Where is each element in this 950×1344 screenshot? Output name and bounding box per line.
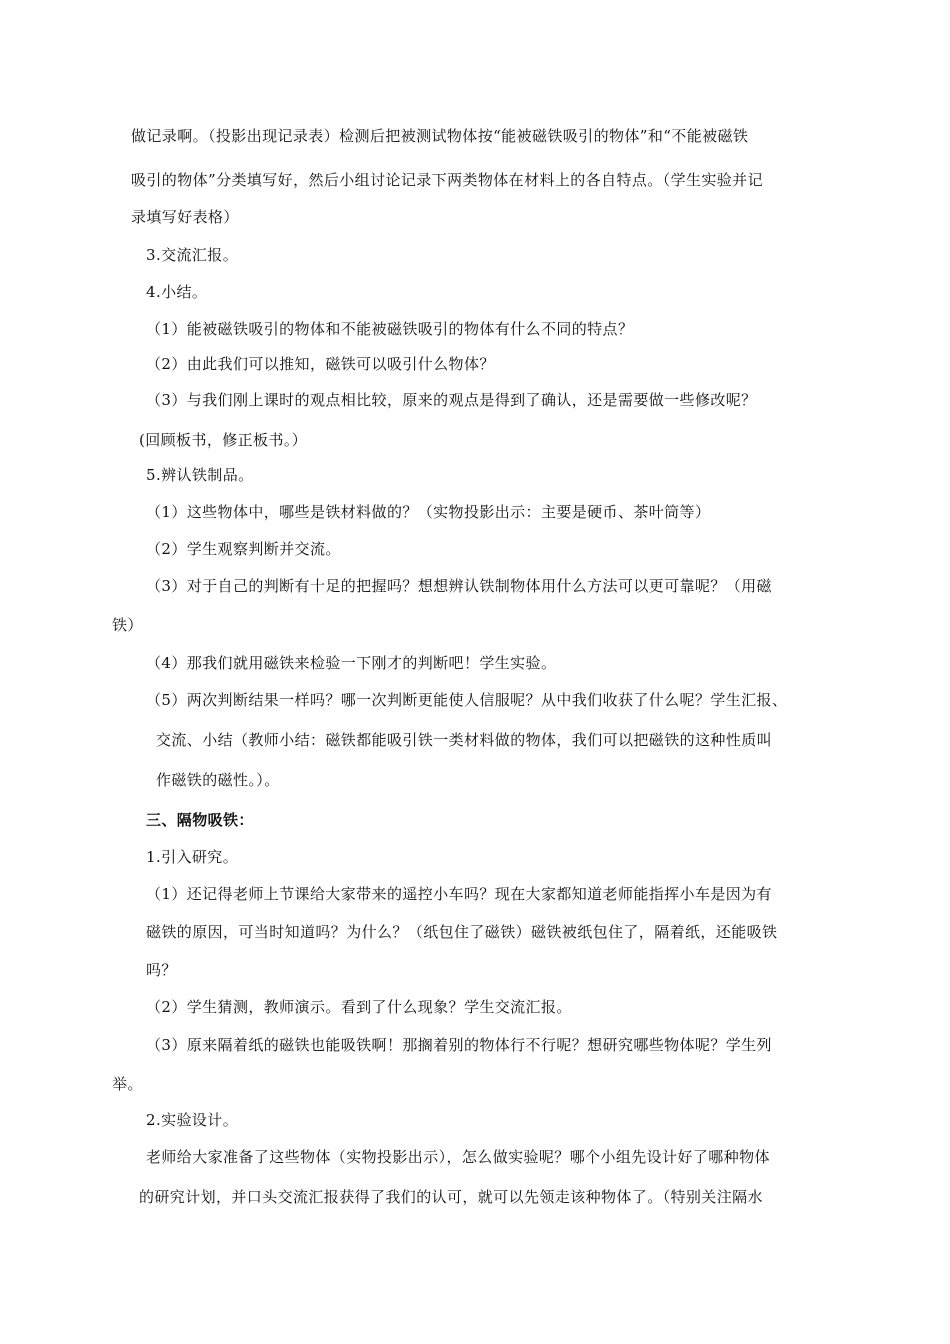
paragraph-line: 磁铁的原因，可当时知道吗？为什么？（纸包住了磁铁）磁铁被纸包住了，隔着纸，还能吸铁 <box>146 923 778 941</box>
paragraph-line: 吸引的物体”分类填写好，然后小组讨论记录下两类物体在材料上的各自特点。（学生实验并记 <box>131 171 763 189</box>
paragraph-line: （1）能被磁铁吸引的物体和不能被磁铁吸引的物体有什么不同的特点？ <box>146 320 634 338</box>
section-heading: 三、隔物吸铁： <box>146 811 254 829</box>
paragraph-line: 的研究计划，并口头交流汇报获得了我们的认可，就可以先领走该种物体了。（特别关注隔水 <box>139 1188 763 1206</box>
paragraph-line: （3）与我们刚上课时的观点相比较，原来的观点是得到了确认，还是需要做一些修改呢？ <box>146 391 757 409</box>
paragraph-line: （4）那我们就用磁铁来检验一下刚才的判断吧！学生实验。 <box>146 654 557 672</box>
paragraph-line: 老师给大家准备了这些物体（实物投影出示），怎么做实验呢？哪个小组先设计好了哪种物体 <box>146 1148 770 1166</box>
paragraph-line: （2）由此我们可以推知，磁铁可以吸引什么物体？ <box>146 355 495 373</box>
paragraph-line: 交流、小结（教师小结：磁铁都能吸引铁一类材料做的物体，我们可以把磁铁的这种性质叫 <box>156 731 773 749</box>
paragraph-line: （5）两次判断结果一样吗？哪一次判断更能使人信服呢？从中我们收获了什么呢？学生汇报、 <box>146 691 788 709</box>
paragraph-line: 作磁铁的磁性。）。 <box>156 771 280 789</box>
paragraph-line: 举。 <box>112 1075 143 1093</box>
paragraph-line: （2）学生观察判断并交流。 <box>146 540 341 558</box>
paragraph-line: 做记录啊。（投影出现记录表）检测后把被测试物体按“能被磁铁吸引的物体”和“不能被磁铁 <box>131 127 749 145</box>
list-item-heading: 1.引入研究。 <box>146 848 239 866</box>
list-item-heading: 3.交流汇报。 <box>146 246 239 264</box>
list-item-heading: 5.辨认铁制品。 <box>146 466 254 484</box>
list-item-heading: 2.实验设计。 <box>146 1111 239 1129</box>
paragraph-line: 吗？ <box>146 961 177 979</box>
paragraph-line: （2）学生猜测，教师演示。看到了什么现象？学生交流汇报。 <box>146 998 572 1016</box>
paragraph-line: （1）还记得老师上节课给大家带来的遥控小车吗？现在大家都知道老师能指挥小车是因为有 <box>146 885 772 903</box>
list-item-heading: 4.小结。 <box>146 283 208 301</box>
paragraph-line: 录填写好表格） <box>131 208 239 226</box>
paragraph-line: （3）对于自己的判断有十足的把握吗？想想辨认铁制物体用什么方法可以更可靠呢？（用磁 <box>146 577 772 595</box>
paragraph-line: (回顾板书，修正板书。） <box>139 431 308 449</box>
paragraph-line: （3）原来隔着纸的磁铁也能吸铁啊！那搁着别的物体行不行呢？想研究哪些物体呢？学生列 <box>146 1036 772 1054</box>
paragraph-line: 铁） <box>112 616 143 634</box>
paragraph-line: （1）这些物体中，哪些是铁材料做的？（实物投影出示：主要是硬币、茶叶筒等） <box>146 503 711 521</box>
